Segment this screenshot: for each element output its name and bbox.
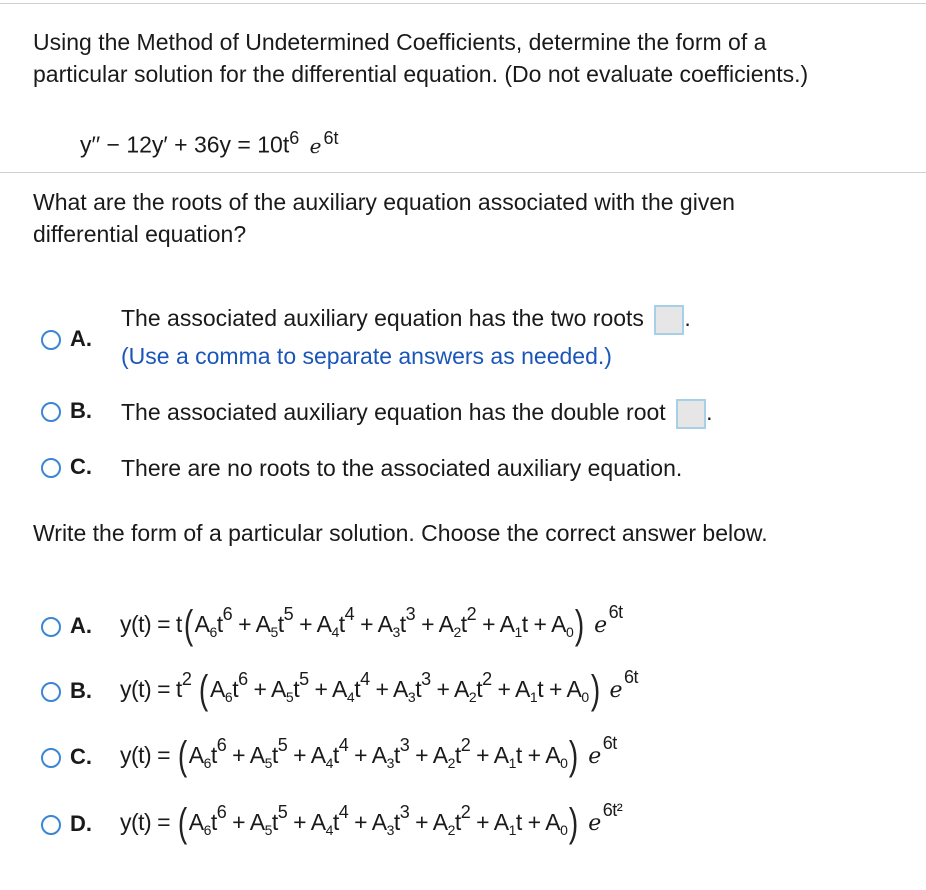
formula-a-prefix: y(t) = t (120, 611, 182, 637)
option-letter-b: B. (70, 398, 92, 423)
radio-part1-b[interactable] (41, 402, 61, 422)
p2-letter-d: D. (70, 811, 92, 836)
rparen: ) (569, 801, 579, 845)
part1-option-b-text: The associated auxiliary equation has the double root . (121, 396, 712, 429)
part1-option-b-label: The associated auxiliary equation has the double root (121, 399, 666, 425)
rparen: ) (575, 603, 585, 647)
exp-b: 6t (624, 667, 639, 687)
lparen: ( (177, 734, 187, 778)
radio-part2-d[interactable] (41, 815, 61, 835)
top-divider (0, 3, 926, 4)
radio-part1-c[interactable] (41, 458, 61, 478)
part2-prompt: Write the form of a particular solution. Choose the correct answer below. (33, 520, 768, 546)
radio-part2-a[interactable] (41, 617, 61, 637)
part1-option-c-text: There are no roots to the associated auxiliary equation. (121, 455, 683, 481)
question-line-1: Using the Method of Undetermined Coefficients, determine the form of a (33, 29, 767, 55)
radio-part2-b[interactable] (41, 682, 61, 702)
exp-c: 6t (602, 733, 617, 753)
double-root-input[interactable] (676, 399, 706, 429)
equation-e: e (309, 133, 322, 158)
formula-c: $y(t) = (A_6t^6 + A_5t^5 + A_4t^4 + A_3t^3 + A_2t^2 + A_1t + A_0)$ $e^{6t}$ (120, 733, 617, 778)
exp-a: 6t (608, 602, 623, 622)
radio-part2-c[interactable] (41, 748, 61, 768)
part1-option-a-label: The associated auxiliary equation has the two roots (121, 305, 644, 331)
question-line-2: particular solution for the differential equation. (Do not evaluate coefficients.) (33, 61, 809, 87)
formula-a: $y(t) = t(A_6t^6 + A_5t^5 + A_4t^4 + A_3t^3 + A_2t^2 + A_1t + A_0)$ $e^{6t}$ (120, 602, 623, 647)
p2-letter-c: C. (70, 744, 92, 769)
equation-power: 6 (289, 128, 300, 148)
formula-b: $y(t) = t^2$ $(A_6t^6 + A_5t^5 + A_4t^4 + A_3t^3 + A_2t^2 + A_1t + A_0)$ $e^{6t}$ (120, 667, 639, 712)
lparen: ( (177, 801, 187, 845)
part1-line-2: differential equation? (33, 221, 247, 247)
formula-b-prefix-pow: 2 (181, 669, 192, 689)
lparen: ( (183, 603, 193, 647)
section-divider (0, 172, 926, 173)
p2-letter-a: A. (70, 613, 92, 638)
exp-d: 6t² (602, 800, 623, 820)
e-c: e (588, 744, 601, 769)
formula-b-prefix: y(t) = t (120, 676, 182, 702)
equation-exp: 6t (323, 128, 339, 148)
part1-line-1: What are the roots of the auxiliary equation associated with the given (33, 189, 735, 215)
option-letter-c: C. (70, 454, 92, 479)
radio-part1-a[interactable] (41, 330, 61, 350)
e-b: e (609, 678, 623, 703)
rparen: ) (590, 668, 600, 712)
part1-option-a-text: The associated auxiliary equation has the two roots . (121, 302, 691, 335)
formula-d-prefix: y(t) = (120, 809, 176, 835)
two-roots-input[interactable] (654, 305, 684, 335)
formula-c-prefix: y(t) = (120, 742, 176, 768)
differential-equation (80, 128, 338, 159)
option-letter-a: A. (70, 326, 92, 351)
e-d: e (588, 811, 601, 836)
formula-d: $y(t) = (A_6t^6 + A_5t^5 + A_4t^4 + A_3t^3 + A_2t^2 + A_1t + A_0)$ $e^{6t^2}$ (120, 800, 623, 845)
e-a: e (594, 613, 607, 638)
rparen: ) (569, 734, 579, 778)
p2-letter-b: B. (70, 678, 92, 703)
part1-option-a-hint: (Use a comma to separate answers as needed.) (121, 343, 612, 369)
lparen: ( (199, 668, 209, 712)
equation-lhs: y′′ − 12y′ + 36y = 10t (80, 131, 290, 158)
